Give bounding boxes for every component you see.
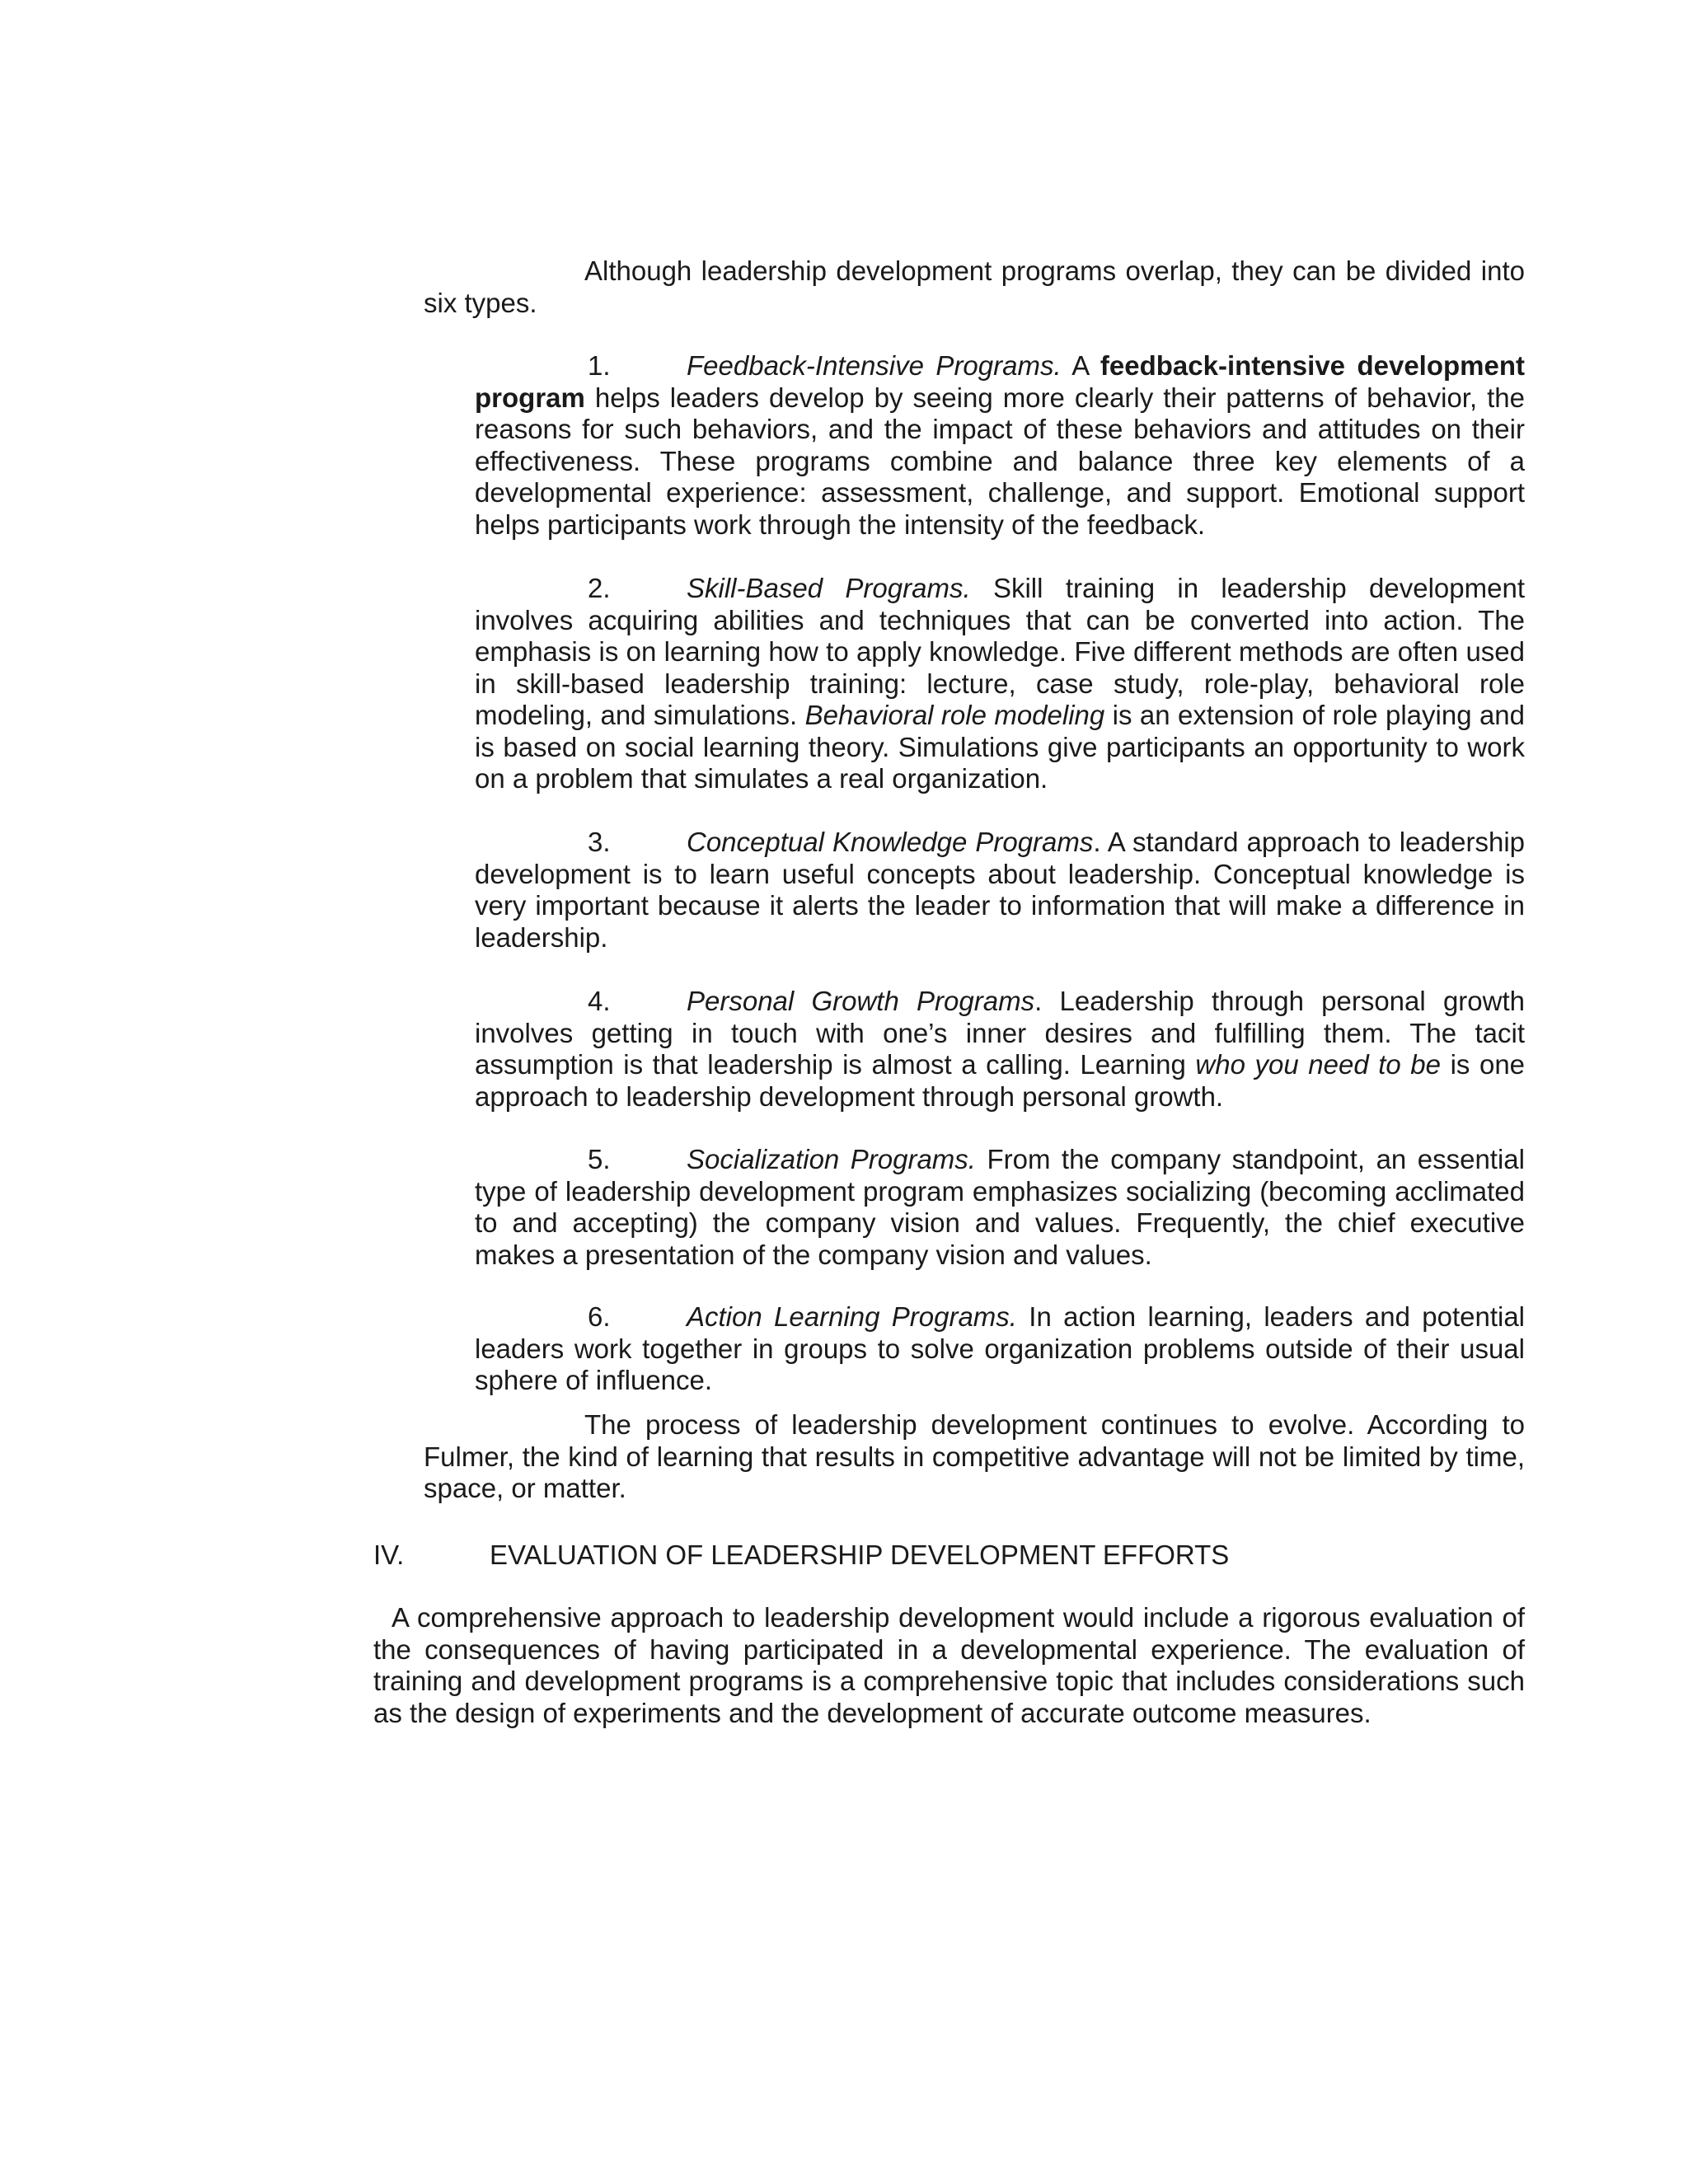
section-title: EVALUATION OF LEADERSHIP DEVELOPMENT EFFORTS — [490, 1540, 1230, 1570]
item-number: 2. — [588, 573, 611, 603]
intro-paragraph: Although leadership development programs overlap, they can be divided into six types. — [424, 255, 1525, 318]
item-text: helps leaders develop by seeing more clearly their patterns of behavior, the reasons for such behaviors, and the impact of these behaviors and attitudes on their effectiveness. These programs combine and balance three key elements of a developmental experience: assessment, challenge, and support. Emotional support helps participants work through the intensity of the feedback. — [475, 382, 1526, 540]
section-heading — [373, 1540, 1229, 1572]
list-item-conceptual-knowledge — [475, 827, 1525, 954]
item-number: 6. — [588, 1301, 611, 1332]
item-number: 4. — [588, 986, 611, 1016]
item-title: Personal Growth Programs — [687, 986, 1035, 1016]
item-emphasis: who you need to be — [1195, 1049, 1442, 1080]
item-number: 5. — [588, 1144, 611, 1174]
item-title: Feedback-Intensive Programs. — [687, 350, 1062, 381]
evaluation-paragraph: A comprehensive approach to leadership development would include a rigorous evaluation of the consequences of having participated in a developmental experience. The evaluation of training and development programs is a comprehensive topic that includes considerations such as the design of experiments and the development of accurate outcome measures. — [373, 1602, 1525, 1728]
list-item-action-learning — [475, 1301, 1525, 1397]
item-text: Skill training in leadership development involves acquiring abilities and techniques that can be converted into action. The emphasis is on learning how to apply knowledge. Five different methods are often used in skill-based leadership training: lecture, case study, role-play, behavioral role modeling, and simulations. — [475, 573, 1525, 730]
item-term: feedback-intensive development program — [475, 350, 1525, 413]
section-numeral: IV. — [373, 1540, 405, 1570]
item-text: In action learning, leaders and potential leaders work together in groups to solve organization problems outside of their usual sphere of influence. — [475, 1301, 1526, 1395]
item-text-continued: is one approach to leadership development through personal growth. — [475, 1049, 1526, 1112]
closing-paragraph: The process of leadership development continues to evolve. According to Fulmer, the kind of learning that results in competitive advantage will not be limited by time, space, or matter. — [424, 1409, 1525, 1503]
item-text-continued: is an extension of role playing and is based on social learning theory. Simulations give participants an opportunity to work on a problem that simulates a real organization. — [475, 700, 1526, 794]
item-title: Skill-Based Programs. — [687, 573, 971, 603]
item-lead: A — [1071, 350, 1089, 381]
item-title: Conceptual Knowledge Programs — [687, 827, 1094, 857]
item-text: From the company standpoint, an essential type of leadership development program emphasizes socializing (becoming acclimated to and accepting) the company vision and values. Frequently, the chief executive makes a presentation of the company vision and values. — [475, 1144, 1525, 1270]
list-item-personal-growth — [475, 986, 1525, 1113]
item-number: 3. — [588, 827, 611, 857]
list-item-socialization — [475, 1144, 1525, 1271]
list-item-skill-based — [475, 573, 1525, 795]
list-item-feedback-intensive — [475, 350, 1525, 541]
item-text: . Leadership through personal growth involves getting in touch with one’s inner desires and fulfilling them. The tacit assumption is that leadership is almost a calling. Learning — [475, 986, 1525, 1080]
item-title: Socialization Programs. — [687, 1144, 976, 1174]
item-number: 1. — [588, 350, 611, 381]
item-emphasis: Behavioral role modeling — [804, 700, 1105, 730]
item-text: . A standard approach to leadership development is to learn useful concepts about leadership. Conceptual knowledge is very important because it alerts the leader to information that will make a difference in leadership. — [475, 827, 1526, 953]
item-title: Action Learning Programs. — [687, 1301, 1017, 1332]
